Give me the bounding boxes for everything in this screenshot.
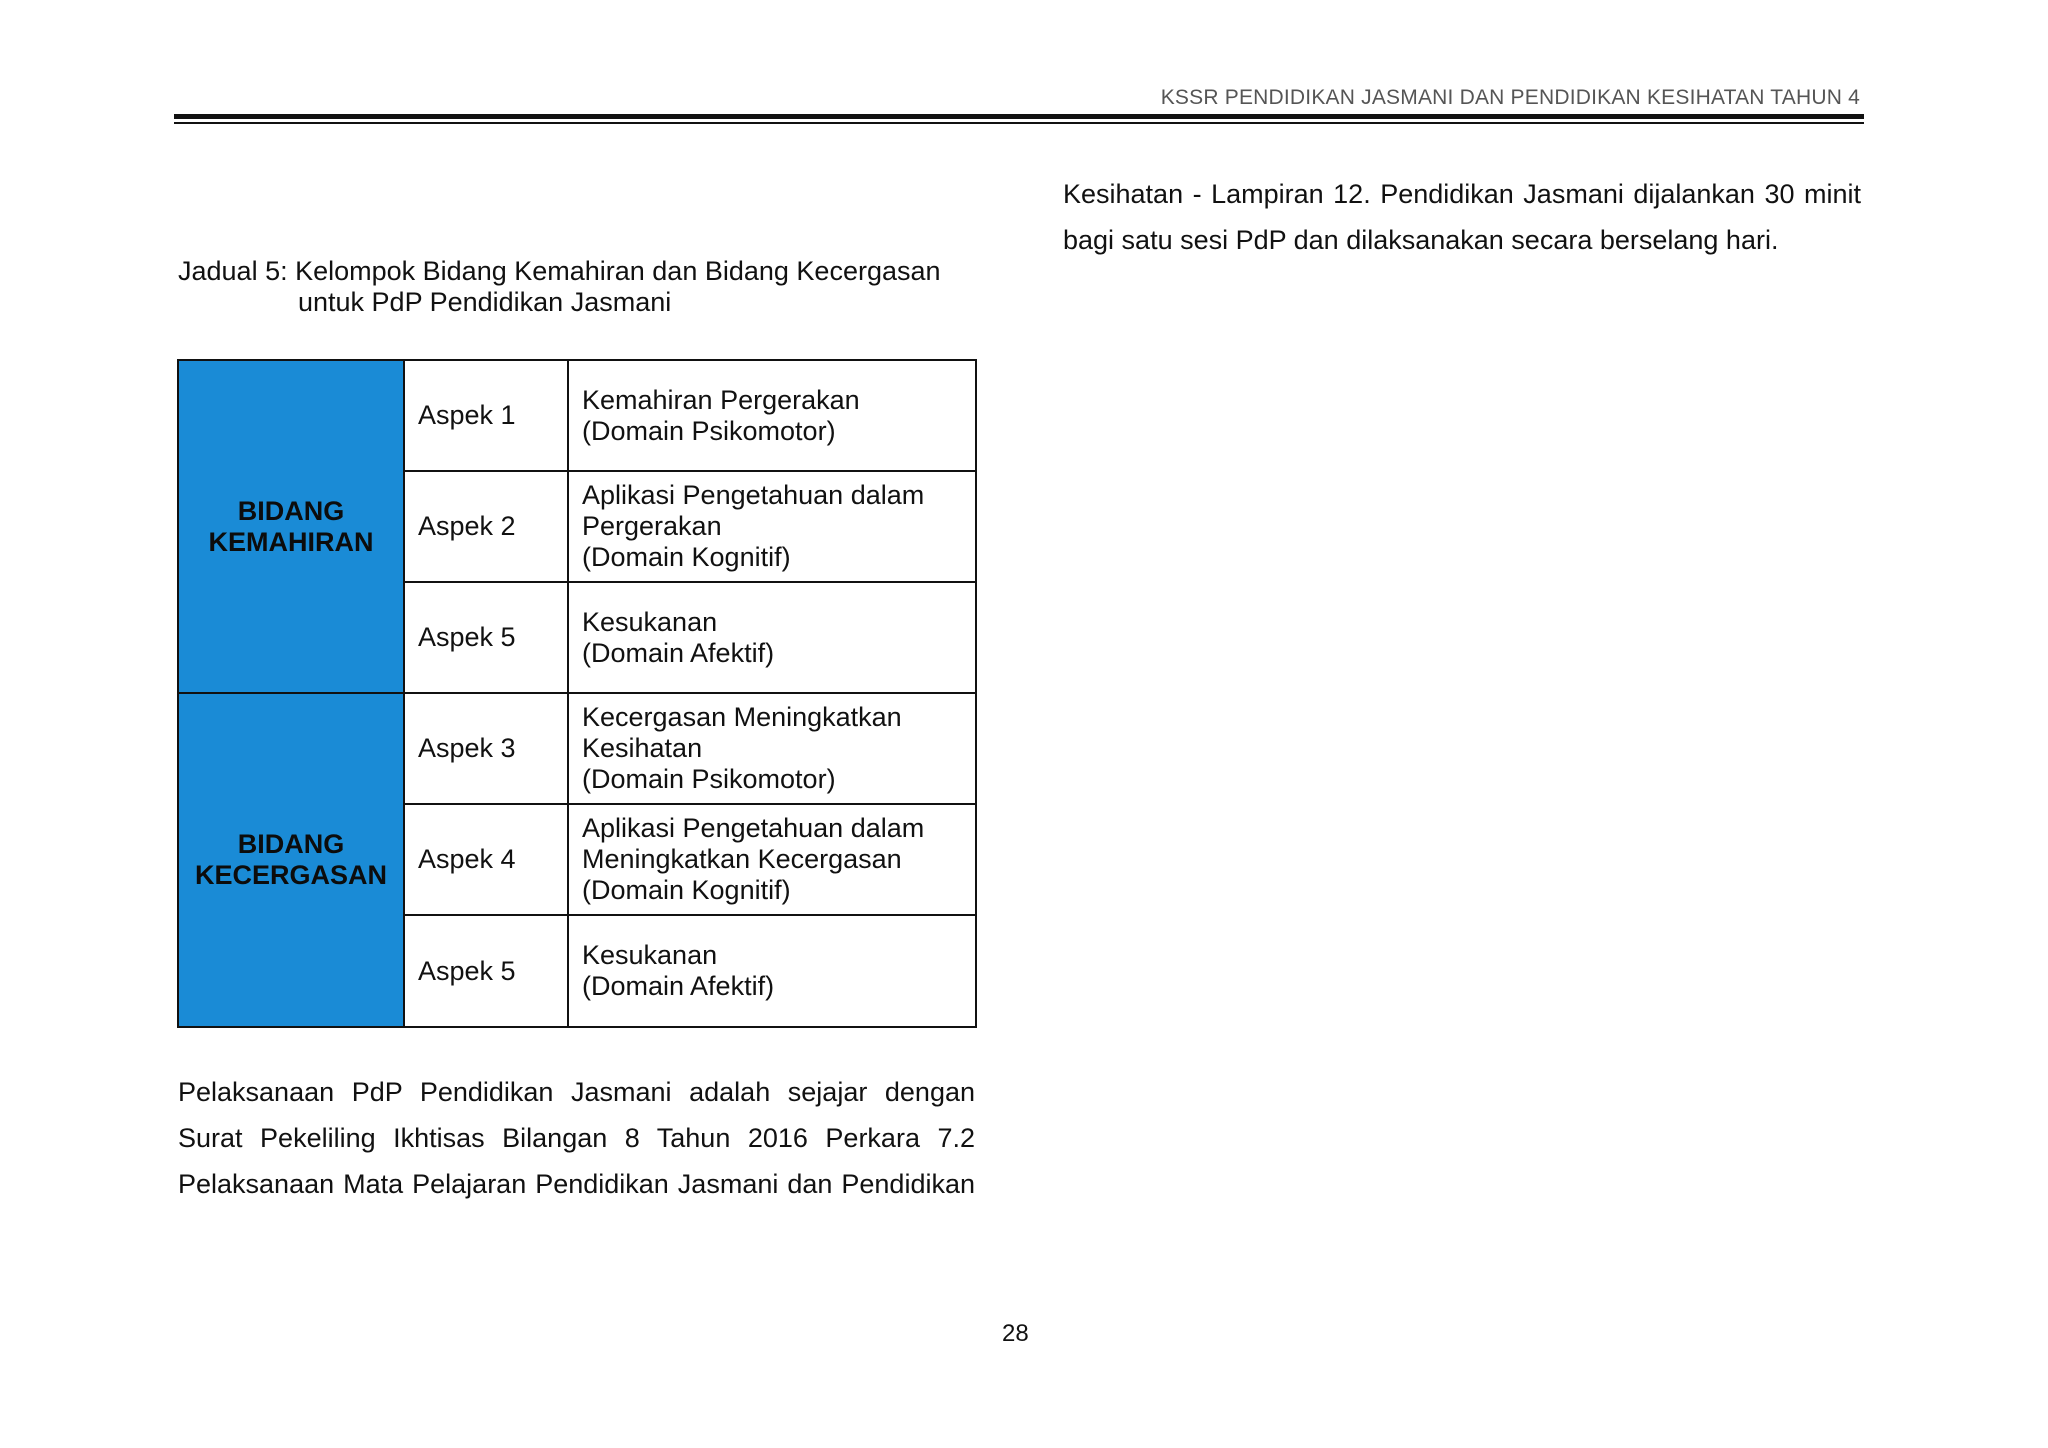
paragraph-line: bagi satu sesi PdP dan dilaksanakan secara berselang hari. — [1063, 225, 1779, 255]
aspect-cell: Aspek 1 — [404, 360, 568, 471]
body-paragraph-left — [178, 1069, 975, 1207]
running-header: KSSR PENDIDIKAN JASMANI DAN PENDIDIKAN KESIHATAN TAHUN 4 — [1160, 86, 1860, 109]
description-cell — [568, 360, 976, 471]
table-caption-line-1: Jadual 5: Kelompok Bidang Kemahiran dan Bidang Kecergasan — [178, 256, 941, 286]
table-row — [178, 360, 976, 471]
group-name-line: KECERGASAN — [194, 860, 388, 890]
body-paragraph-right — [1063, 171, 1861, 263]
description-line: (Domain Psikomotor) — [582, 415, 836, 446]
description-cell — [568, 804, 976, 915]
group-name-line: BIDANG — [237, 829, 345, 859]
description-cell — [568, 693, 976, 804]
description-line: (Domain Afektif) — [582, 637, 775, 668]
description-line: Aplikasi Pengetahuan dalam — [582, 480, 925, 510]
description-line: Kesukanan — [582, 940, 718, 970]
group-name-line: BIDANG — [237, 495, 345, 526]
group-name-line: KEMAHIRAN — [208, 526, 374, 557]
description-line: Aplikasi Pengetahuan dalam — [582, 813, 925, 843]
aspects-table — [177, 359, 977, 1028]
table-row — [178, 693, 976, 804]
paragraph-line: Pelaksanaan PdP Pendidikan Jasmani adalah sejajar dengan — [178, 1077, 975, 1107]
description-line: (Domain Afektif) — [582, 971, 775, 1001]
group-cell-kemahiran — [178, 360, 404, 693]
description-line: (Domain Kognitif) — [582, 542, 791, 572]
description-line: Kecergasan Meningkatkan — [582, 702, 902, 732]
paragraph-line: Pelaksanaan Mata Pelajaran Pendidikan Jasmani dan Pendidikan — [178, 1169, 975, 1199]
description-line: Pergerakan — [582, 511, 722, 541]
aspect-cell: Aspek 5 — [404, 582, 568, 693]
description-line: Meningkatkan Kecergasan — [582, 844, 902, 874]
description-line: (Domain Psikomotor) — [582, 764, 836, 794]
description-line: Kesihatan — [582, 733, 703, 763]
aspect-cell: Aspek 3 — [404, 693, 568, 804]
group-cell-kecergasan — [178, 693, 404, 1027]
description-cell — [568, 915, 976, 1027]
aspect-cell: Aspek 5 — [404, 915, 568, 1027]
header-rule-thin — [174, 122, 1864, 124]
aspect-cell: Aspek 2 — [404, 471, 568, 582]
paragraph-line: Surat Pekeliling Ikhtisas Bilangan 8 Tahun 2016 Perkara 7.2 — [178, 1123, 975, 1153]
description-line: (Domain Kognitif) — [582, 875, 791, 905]
aspect-cell: Aspek 4 — [404, 804, 568, 915]
header-rule-thick — [174, 114, 1864, 119]
table-caption-line-2: untuk PdP Pendidikan Jasmani — [298, 287, 672, 317]
page-number: 28 — [1002, 1320, 1029, 1347]
table-caption — [178, 256, 941, 318]
description-line: Kesukanan — [582, 606, 718, 637]
paragraph-line: Kesihatan - Lampiran 12. Pendidikan Jasmani dijalankan 30 minit — [1063, 179, 1861, 209]
description-cell — [568, 471, 976, 582]
description-line: Kemahiran Pergerakan — [582, 384, 860, 415]
description-cell — [568, 582, 976, 693]
